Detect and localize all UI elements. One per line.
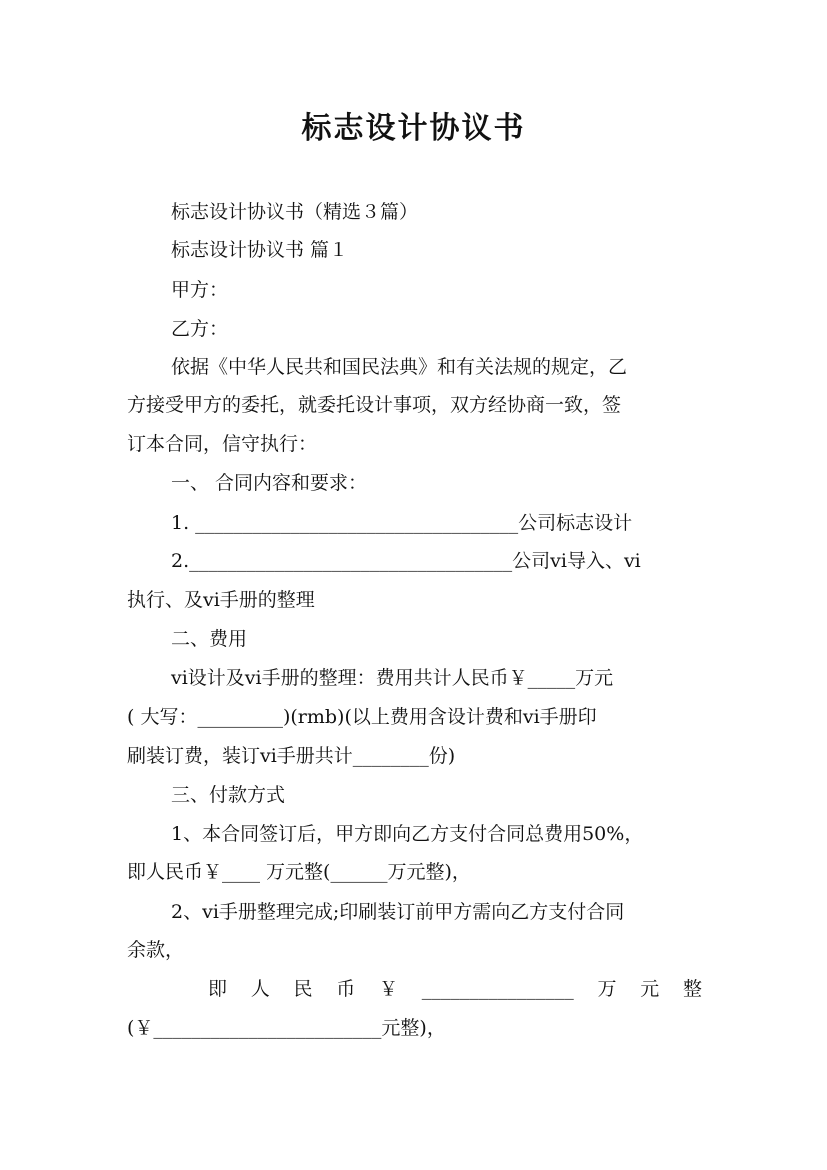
paragraph-line: 订本合同，信守执行： bbox=[127, 433, 318, 455]
spread-word: ￥ bbox=[379, 978, 399, 1000]
document-title: 标志设计协议书 bbox=[301, 111, 526, 146]
spread-word: 即 bbox=[208, 978, 228, 1000]
spread-word: 民 bbox=[293, 978, 313, 1000]
clause-heading-line: 一、 合同内容和要求： bbox=[171, 472, 368, 494]
payment-line: (￥________________________元整)， bbox=[127, 1017, 446, 1039]
spread-word: 人 bbox=[250, 978, 270, 1000]
party-b-line: 乙方： bbox=[171, 318, 229, 340]
clause-item-line: 2.__________________________________公司vi导入、vi bbox=[171, 550, 641, 572]
spread-word: 币 bbox=[336, 978, 356, 1000]
fee-line: vi设计及vi手册的整理：费用共计人民币￥_____万元 bbox=[171, 667, 614, 689]
clause-heading-line: 三、付款方式 bbox=[171, 784, 286, 806]
paragraph-line: 方接受甲方的委托，就委托设计事项，双方经协商一致，签 bbox=[127, 394, 622, 416]
payment-line: 1、本合同签订后，甲方即向乙方支付合同总费用50%， bbox=[171, 823, 644, 845]
payment-line: 2、vi手册整理完成;印刷装订前甲方需向乙方支付合同 bbox=[171, 901, 625, 923]
clause-item-line: 1. __________________________________公司标志设计 bbox=[171, 512, 633, 534]
spread-payment-line bbox=[208, 977, 702, 1001]
fee-line: 刷装订费，装订vi手册共计________份) bbox=[127, 745, 456, 767]
clause-item-line: 执行、及vi手册的整理 bbox=[127, 589, 315, 611]
payment-line: 即人民币￥____ 万元整(______万元整)， bbox=[127, 861, 471, 883]
section-heading-line: 标志设计协议书 篇１ bbox=[171, 239, 349, 261]
spread-blank: ________________ bbox=[421, 978, 574, 1000]
paragraph-line: 依据《中华人民共和国民法典》和有关法规的规定，乙 bbox=[171, 356, 628, 378]
fee-line: ( 大写：_________)(rmb)(以上费用含设计费和vi手册印 bbox=[127, 706, 597, 728]
subtitle-line: 标志设计协议书（精选３篇） bbox=[171, 201, 419, 223]
party-a-line: 甲方： bbox=[171, 279, 229, 301]
spread-word: 万 bbox=[597, 978, 617, 1000]
clause-heading-line: 二、费用 bbox=[171, 628, 248, 650]
spread-word: 整 bbox=[682, 978, 702, 1000]
payment-line: 余款， bbox=[127, 939, 185, 961]
spread-word: 元 bbox=[640, 978, 660, 1000]
